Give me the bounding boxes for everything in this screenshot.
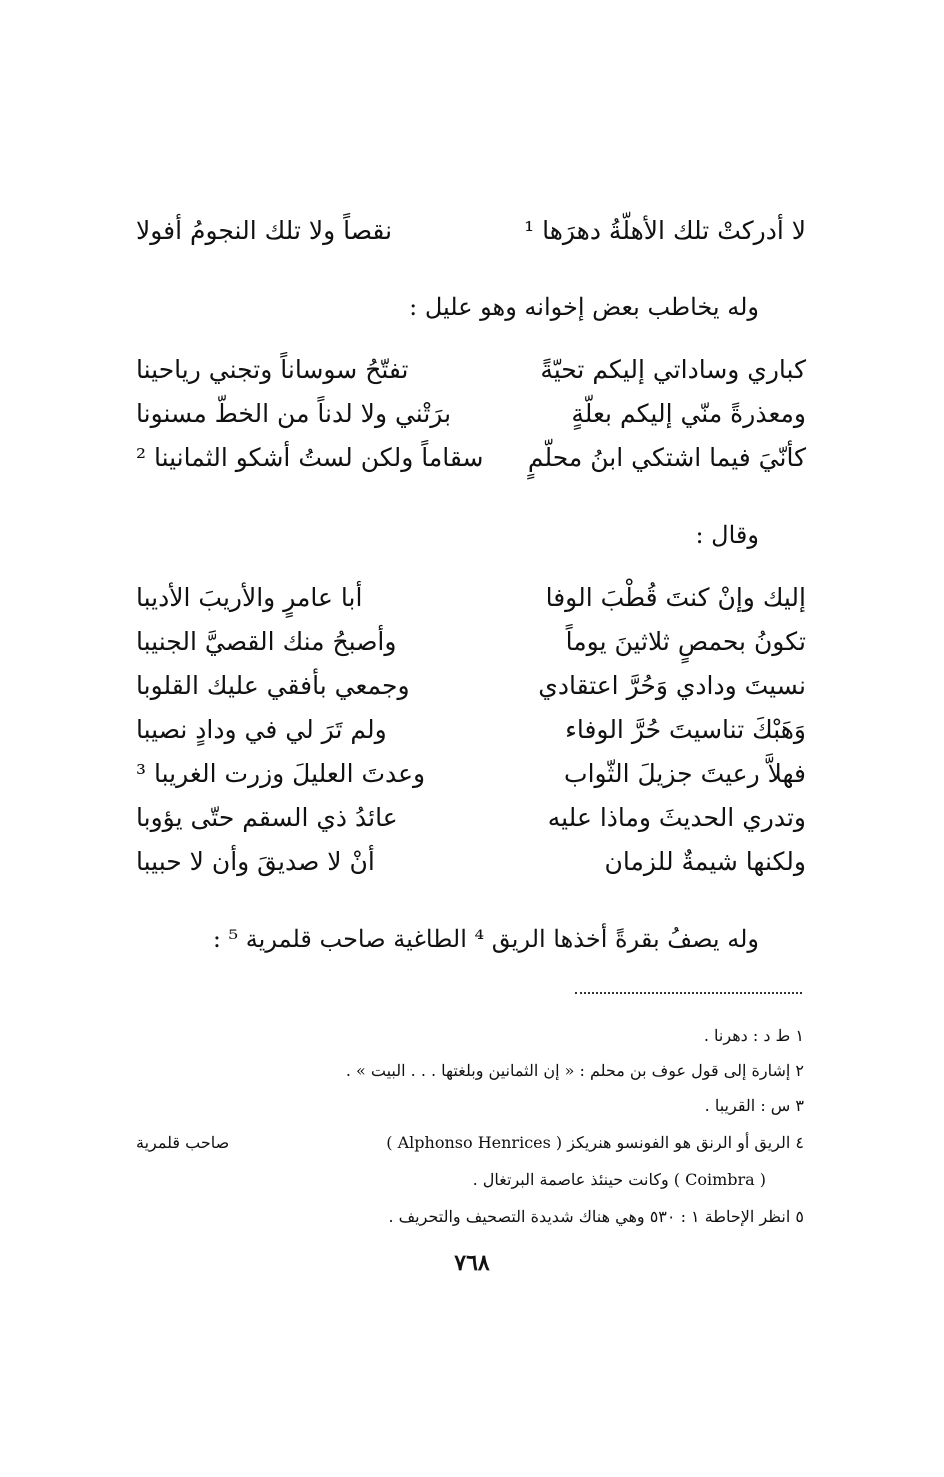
- footnote-5: ٥ انظر الإحاطة ١ : ٥٣٠ وهي هناك شديدة التصحيف والتحريف .: [388, 1207, 804, 1226]
- verse-second-hemistich: وعدتَ العليلَ وزرت الغريبا ³: [136, 759, 426, 788]
- footnote-1: ١ ط د : دهرنا .: [703, 1026, 804, 1045]
- verse-s1-2: [136, 399, 806, 439]
- verse-first-hemistich: وَهَبْكَ تناسيتَ حُرَّ الوفاء: [565, 715, 806, 744]
- verse-s2-4: [136, 715, 806, 755]
- verse-s1-1: [136, 355, 806, 395]
- verse-second-hemistich: نقصاً ولا تلك النجومُ أفولا: [136, 216, 393, 245]
- footnote-3: ٣ س : القريبا .: [704, 1096, 804, 1115]
- verse-first-hemistich: نسيتَ ودادي وَحُرَّ اعتقادي: [538, 671, 806, 700]
- verse-s2-2: [136, 627, 806, 667]
- verse-first-hemistich: لا أدركتْ تلك الأهلّةُ دهرَها ¹: [524, 216, 806, 245]
- verse-first-hemistich: كباري وساداتي إليكم تحيّةً: [540, 355, 806, 384]
- verse-first-hemistich: ومعذرةً منّي إليكم بعلّةٍ: [571, 399, 806, 428]
- verse-second-hemistich: وأصبحُ منك القصيَّ الجنيبا: [136, 627, 397, 656]
- verse-second-hemistich: أنْ لا صديقَ وأن لا حبيبا: [136, 847, 375, 876]
- verse-first-hemistich: وتدري الحديثَ وماذا عليه: [547, 803, 806, 832]
- verse-first-hemistich: إليك وإنْ كنتَ قُطْبَ الوفا: [545, 583, 806, 612]
- section-intro-2: وقال :: [695, 521, 759, 549]
- verse-s2-1: [136, 583, 806, 623]
- verse-second-hemistich: ولم تَرَ لي في ودادٍ نصيبا: [136, 715, 387, 744]
- footnote-4-part-b: صاحب قلمرية: [136, 1133, 230, 1152]
- verse-s2-3: [136, 671, 806, 711]
- footnote-separator: [575, 992, 802, 994]
- verse-second-hemistich: عائدُ ذي السقم حتّى يؤوبا: [136, 803, 398, 832]
- footnote-2: ٢ إشارة إلى قول عوف بن محلم : « إن الثمانين وبلغتها . . . البيت » .: [345, 1061, 804, 1080]
- verse-second-hemistich: برَتْني ولا لدناً من الخطّ مسنونا: [136, 399, 452, 428]
- verse-s1-3: [136, 443, 806, 483]
- verse-first-hemistich: تكونُ بحمصٍ ثلاثينَ يوماً: [565, 627, 806, 656]
- footnote-4-continued: ( Coimbra ) وكانت حينئذ عاصمة البرتغال .: [472, 1170, 766, 1189]
- verse-second-hemistich: سقاماً ولكن لستُ أشكو الثمانينا ²: [136, 443, 484, 472]
- verse-first-hemistich: فهلاَّ رعيتَ جزيلَ الثّواب: [564, 759, 806, 788]
- verse-first-hemistich: ولكنها شيمةٌ للزمان: [604, 847, 806, 876]
- verse-opening: [136, 216, 806, 256]
- verse-second-hemistich: وجمعي بأفقي عليك القلوبا: [136, 671, 410, 700]
- section-intro-1: وله يخاطب بعض إخوانه وهو عليل :: [409, 293, 759, 321]
- verse-first-hemistich: كأنّيَ فيما اشتكي ابنُ محلّمٍ: [527, 443, 806, 472]
- section-intro-3: وله يصفُ بقرةً أخذها الريق ⁴ الطاغية صاحب قلمرية ⁵ :: [212, 925, 759, 953]
- verse-s2-6: [136, 803, 806, 843]
- verse-s2-5: [136, 759, 806, 799]
- verse-second-hemistich: تفتّحُ سوساناً وتجني رياحينا: [136, 355, 409, 384]
- page-number: ٧٦٨: [454, 1250, 490, 1276]
- verse-second-hemistich: أبا عامرٍ والأريبَ الأديبا: [136, 583, 363, 612]
- verse-s2-7: [136, 847, 806, 887]
- footnote-4-part-a: ٤ الريق أو الرنق هو الفونسو هنريكز ( Alphonso Henrices ): [386, 1133, 804, 1152]
